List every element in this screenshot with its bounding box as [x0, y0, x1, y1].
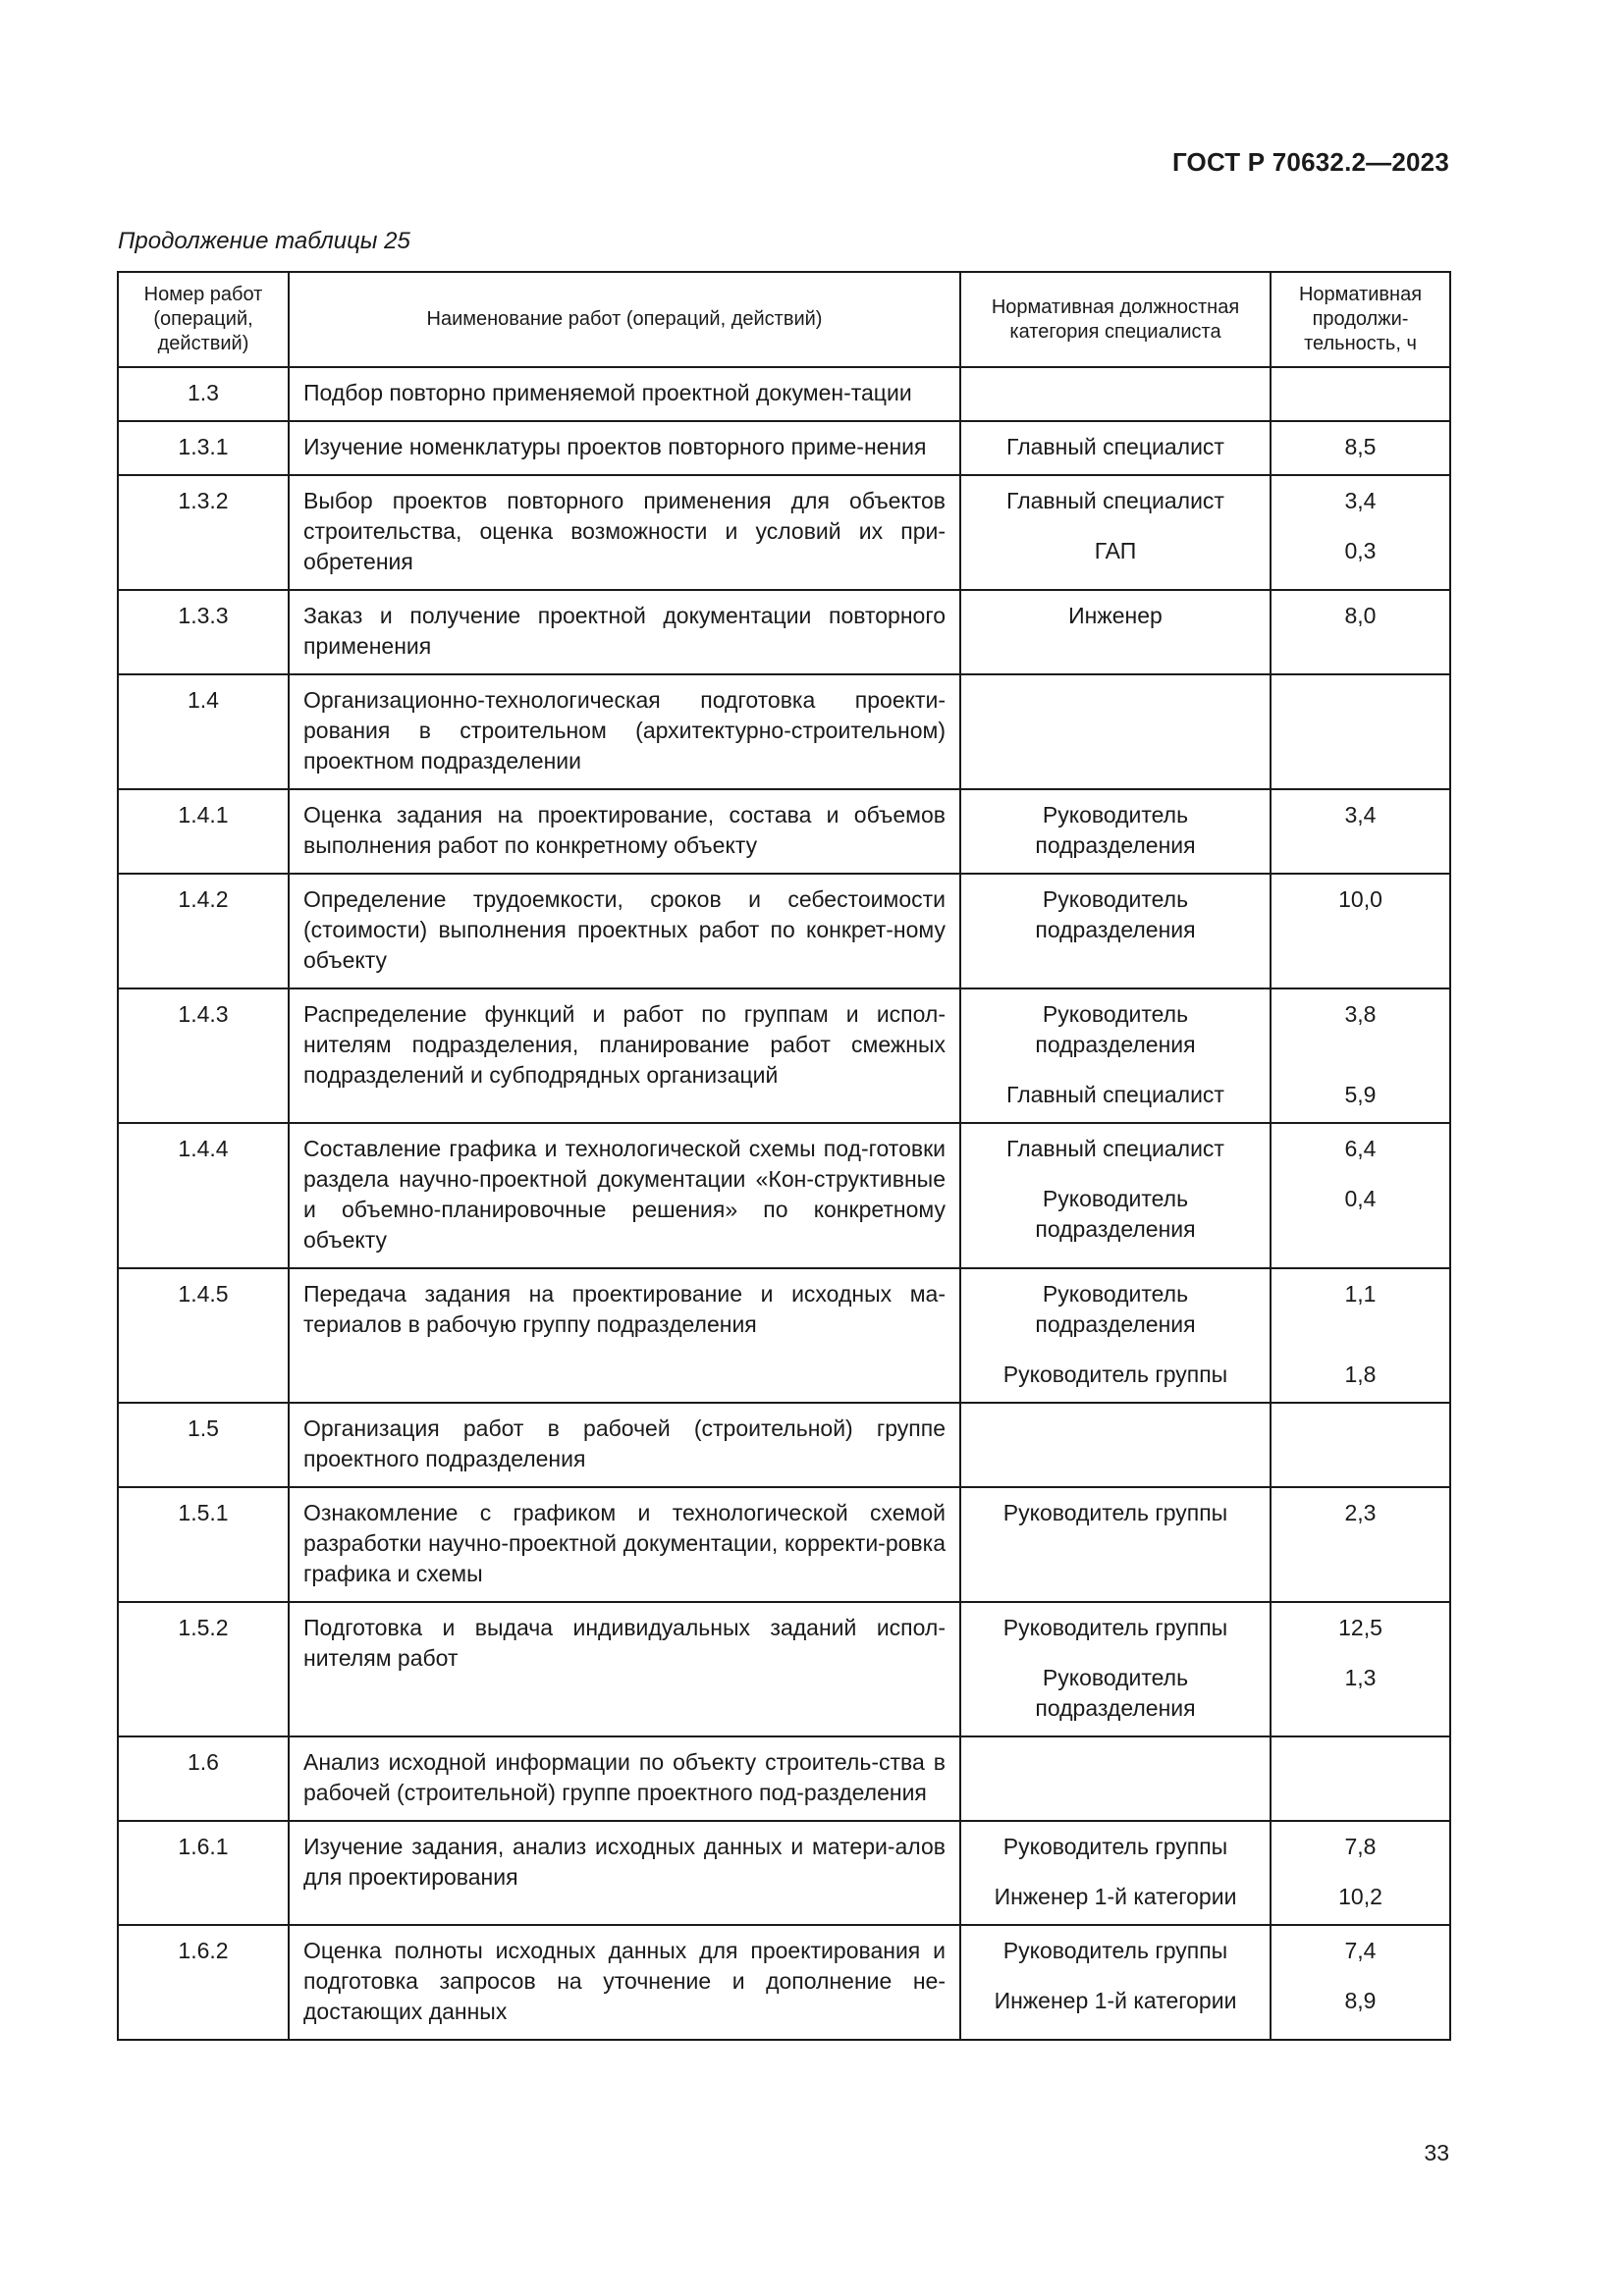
work-name-cell: Анализ исходной информации по объекту строитель-ства в рабочей (строительной) группе проектного под-разделения	[289, 1736, 960, 1821]
duration-value: 7,8	[1344, 1834, 1377, 1859]
duration-value: 0,4	[1344, 1186, 1377, 1211]
work-number-cell: 1.4.4	[118, 1123, 289, 1268]
duration-value: 8,5	[1344, 434, 1377, 459]
specialist-category: Инженер 1-й категории	[994, 1884, 1237, 1909]
duration-cell	[1271, 1403, 1450, 1487]
works-table	[117, 271, 1451, 2041]
category-cell	[960, 1268, 1271, 1403]
duration-value: 3,8	[1344, 1001, 1377, 1027]
work-name-cell: Определение трудоемкости, сроков и себестоимости (стоимости) выполнения проектных работ по конкрет-ному объекту	[289, 874, 960, 988]
duration-value: 10,2	[1338, 1884, 1382, 1909]
column-header-duration: Нормативная продолжи-тельность, ч	[1271, 272, 1450, 367]
table-caption: Продолжение таблицы 25	[118, 228, 410, 254]
duration-value: 3,4	[1344, 488, 1377, 513]
duration-value: 8,0	[1344, 603, 1377, 628]
document-code: ГОСТ Р 70632.2—2023	[1171, 147, 1449, 177]
work-number-cell: 1.4.2	[118, 874, 289, 988]
specialist-category: Инженер 1-й категории	[994, 1988, 1237, 2013]
work-name-cell: Оценка задания на проектирование, состава и объемов выполнения работ по конкретному объекту	[289, 789, 960, 874]
work-name-cell: Выбор проектов повторного применения для объектов строительства, оценка возможности и условий их при-обретения	[289, 475, 960, 590]
duration-cell	[1271, 1268, 1450, 1403]
category-cell	[960, 475, 1271, 590]
category-cell	[960, 988, 1271, 1123]
duration-value: 7,4	[1344, 1938, 1377, 1963]
category-cell	[960, 590, 1271, 674]
duration-cell	[1271, 1602, 1450, 1736]
specialist-category: Руководитель группы	[1002, 1938, 1228, 1963]
category-cell	[960, 1403, 1271, 1487]
table-row	[118, 1736, 1450, 1821]
table-row	[118, 789, 1450, 874]
work-name-cell: Подбор повторно применяемой проектной докумен-тации	[289, 367, 960, 421]
duration-cell	[1271, 475, 1450, 590]
category-cell	[960, 1736, 1271, 1821]
duration-cell	[1271, 1736, 1450, 1821]
duration-cell	[1271, 1123, 1450, 1268]
table-row	[118, 367, 1450, 421]
work-number-cell: 1.4.1	[118, 789, 289, 874]
work-name-cell: Ознакомление с графиком и технологической схемой разработки научно-проектной документации, корректи-ровка графика и схемы	[289, 1487, 960, 1602]
work-name-cell: Передача задания на проектирование и исходных ма-териалов в рабочую группу подразделения	[289, 1268, 960, 1403]
table-body	[118, 367, 1450, 2040]
duration-cell	[1271, 1925, 1450, 2040]
category-cell	[960, 789, 1271, 874]
table-row	[118, 1403, 1450, 1487]
table-row	[118, 1268, 1450, 1403]
table-row	[118, 1821, 1450, 1925]
work-number-cell: 1.3.3	[118, 590, 289, 674]
duration-cell	[1271, 367, 1450, 421]
specialist-category: Руководитель подразделения	[1035, 802, 1196, 858]
work-name-cell: Организационно-технологическая подготовка проекти-рования в строительном (архитектурно-строительном) проектном подразделении	[289, 674, 960, 789]
work-number-cell: 1.4.5	[118, 1268, 289, 1403]
work-number-cell: 1.5	[118, 1403, 289, 1487]
specialist-category: ГАП	[1094, 538, 1137, 563]
duration-cell	[1271, 988, 1450, 1123]
duration-value: 12,5	[1338, 1615, 1382, 1640]
work-name-cell: Организация работ в рабочей (строительной) группе проектного подразделения	[289, 1403, 960, 1487]
duration-cell	[1271, 590, 1450, 674]
work-number-cell: 1.3	[118, 367, 289, 421]
table-row	[118, 421, 1450, 475]
table-row	[118, 1602, 1450, 1736]
specialist-category: Руководитель группы	[1002, 1615, 1228, 1640]
duration-cell	[1271, 789, 1450, 874]
work-number-cell: 1.5.2	[118, 1602, 289, 1736]
duration-value: 1,1	[1344, 1281, 1377, 1307]
duration-value: 10,0	[1338, 886, 1382, 912]
work-name-cell: Изучение номенклатуры проектов повторного приме-нения	[289, 421, 960, 475]
table-row	[118, 590, 1450, 674]
specialist-category: Руководитель подразделения	[1035, 1665, 1196, 1721]
specialist-category: Главный специалист	[1006, 1136, 1224, 1161]
work-name-cell: Распределение функций и работ по группам и испол-нителям подразделения, планирование работ смежных подразделений и субподрядных организаций	[289, 988, 960, 1123]
duration-cell	[1271, 874, 1450, 988]
duration-value: 1,8	[1344, 1362, 1377, 1387]
specialist-category: Главный специалист	[1006, 434, 1224, 459]
duration-value: 6,4	[1344, 1136, 1377, 1161]
duration-cell	[1271, 674, 1450, 789]
work-name-cell: Оценка полноты исходных данных для проектирования и подготовка запросов на уточнение и дополнение не-достающих данных	[289, 1925, 960, 2040]
duration-value: 0,3	[1344, 538, 1377, 563]
duration-cell	[1271, 1821, 1450, 1925]
duration-value: 2,3	[1344, 1500, 1377, 1525]
column-header-name: Наименование работ (операций, действий)	[289, 272, 960, 367]
table-row	[118, 475, 1450, 590]
duration-value: 1,3	[1344, 1665, 1377, 1690]
category-cell	[960, 674, 1271, 789]
category-cell	[960, 1925, 1271, 2040]
column-header-category: Нормативная должностная категория специалиста	[960, 272, 1271, 367]
specialist-category: Руководитель подразделения	[1035, 1186, 1196, 1242]
specialist-category: Главный специалист	[1006, 488, 1224, 513]
specialist-category: Руководитель группы	[1002, 1362, 1228, 1387]
duration-value: 8,9	[1344, 1988, 1377, 2013]
work-number-cell: 1.6	[118, 1736, 289, 1821]
work-number-cell: 1.6.1	[118, 1821, 289, 1925]
work-number-cell: 1.4.3	[118, 988, 289, 1123]
duration-cell	[1271, 421, 1450, 475]
duration-value: 5,9	[1344, 1082, 1377, 1107]
specialist-category: Руководитель подразделения	[1035, 1001, 1196, 1057]
duration-value: 3,4	[1344, 802, 1377, 828]
work-name-cell: Заказ и получение проектной документации повторного применения	[289, 590, 960, 674]
specialist-category: Руководитель группы	[1002, 1500, 1228, 1525]
column-header-num: Номер работ (операций, действий)	[118, 272, 289, 367]
category-cell	[960, 874, 1271, 988]
category-cell	[960, 1487, 1271, 1602]
specialist-category: Руководитель группы	[1002, 1834, 1228, 1859]
category-cell	[960, 1821, 1271, 1925]
work-number-cell: 1.4	[118, 674, 289, 789]
work-number-cell: 1.3.2	[118, 475, 289, 590]
specialist-category: Главный специалист	[1006, 1082, 1224, 1107]
table-row	[118, 674, 1450, 789]
table-row	[118, 1487, 1450, 1602]
work-number-cell: 1.6.2	[118, 1925, 289, 2040]
duration-cell	[1271, 1487, 1450, 1602]
category-cell	[960, 1602, 1271, 1736]
work-number-cell: 1.5.1	[118, 1487, 289, 1602]
category-cell	[960, 367, 1271, 421]
work-name-cell: Изучение задания, анализ исходных данных и матери-алов для проектирования	[289, 1821, 960, 1925]
category-cell	[960, 1123, 1271, 1268]
specialist-category: Инженер	[1068, 603, 1163, 628]
table-row	[118, 874, 1450, 988]
work-number-cell: 1.3.1	[118, 421, 289, 475]
work-name-cell: Подготовка и выдача индивидуальных заданий испол-нителям работ	[289, 1602, 960, 1736]
page-number: 33	[1424, 2140, 1449, 2165]
specialist-category: Руководитель подразделения	[1035, 886, 1196, 942]
work-name-cell: Составление графика и технологической схемы под-готовки раздела научно-проектной документации «Кон-структивные и объемно-планировочные решения» по конкретному объекту	[289, 1123, 960, 1268]
table-row	[118, 988, 1450, 1123]
category-cell	[960, 421, 1271, 475]
table-header-row	[118, 272, 1450, 367]
specialist-category: Руководитель подразделения	[1035, 1281, 1196, 1337]
table-row	[118, 1123, 1450, 1268]
table-row	[118, 1925, 1450, 2040]
